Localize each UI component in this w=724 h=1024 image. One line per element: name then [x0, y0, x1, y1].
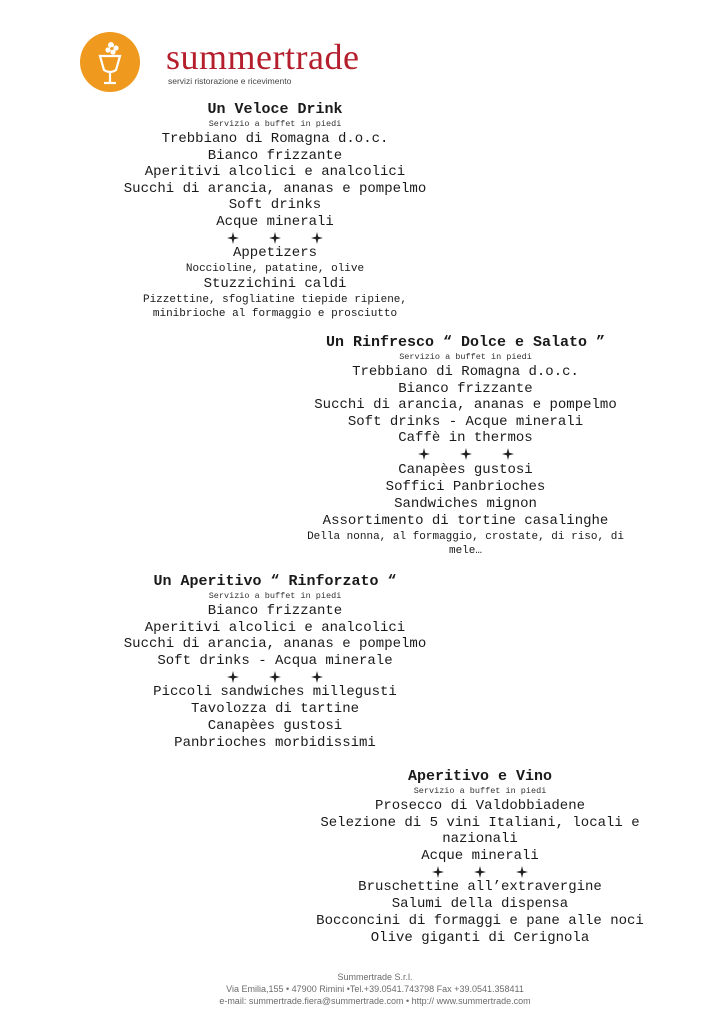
page-footer — [0, 971, 724, 1007]
drink-item: Bianco frizzante — [207, 147, 343, 164]
food-item: Appetizers — [232, 245, 317, 261]
food-item: Olive giganti di Cerignola — [370, 930, 590, 946]
food-description: Della nonna, al formaggio, crostate, di riso, di mele… — [307, 530, 624, 557]
drink-item: Trebbiano di Romagna d.o.c. — [161, 131, 389, 147]
food-item: Bruschettine all’extravergine — [358, 879, 602, 895]
menu-section-rinfresco — [288, 334, 643, 558]
menu-section-veloce-drink — [110, 101, 440, 321]
four-point-star-icon — [227, 671, 239, 683]
four-point-star-icon — [460, 448, 472, 460]
drink-item: Acque minerali — [421, 847, 539, 864]
drink-item: Aperitivi alcolici e analcolici — [144, 619, 406, 636]
four-point-star-icon — [516, 866, 528, 878]
drink-item: Succhi di arancia, ananas e pompelmo — [123, 180, 427, 197]
four-point-star-icon — [418, 448, 430, 460]
food-item: Tavolozza di tartine — [190, 701, 360, 717]
drink-item: Succhi di arancia, ananas e pompelmo — [123, 636, 427, 652]
drink-item: Soft drinks — [228, 197, 322, 213]
section-subtitle: Servizio a buffet in piedi — [208, 119, 342, 129]
brand-tagline: servizi ristorazione e ricevimento — [168, 76, 292, 86]
food-item: Canapèes gustosi — [398, 461, 533, 478]
drink-item: Soft drinks - Acqua minerale — [157, 652, 393, 669]
drink-item: Caffè in thermos — [398, 430, 533, 446]
drink-item: Bianco frizzante — [398, 380, 533, 397]
drink-item: Succhi di arancia, ananas e pompelmo — [314, 397, 617, 413]
food-item: Salumi della dispensa — [391, 896, 569, 912]
four-point-star-icon — [432, 866, 444, 878]
food-item: Panbrioches morbidissimi — [174, 735, 376, 751]
food-item: Canapèes gustosi — [207, 718, 343, 734]
food-item: Stuzzichini caldi — [203, 276, 347, 292]
wine-glass-flower-icon — [80, 32, 140, 92]
section-title: Aperitivo e Vino — [407, 768, 553, 785]
food-item: Bocconcini di formaggi e pane alle noci — [316, 913, 644, 929]
four-point-star-icon — [311, 232, 323, 244]
drink-item: Aperitivi alcolici e analcolici — [144, 164, 406, 180]
section-subtitle: Servizio a buffet in piedi — [208, 591, 342, 601]
section-subtitle: Servizio a buffet in piedi — [399, 352, 532, 362]
drink-item: Bianco frizzante — [207, 603, 343, 619]
four-point-star-icon — [502, 448, 514, 460]
four-point-star-icon — [269, 671, 281, 683]
food-item: Assortimento di tortine casalinghe — [322, 512, 609, 529]
menu-section-aperitivo-vino — [300, 768, 660, 947]
section-title: Un Aperitivo “ Rinforzato “ — [153, 573, 397, 590]
drink-item: Selezione di 5 vini Italiani, locali e nazionali — [320, 814, 640, 847]
food-description: Noccioline, patatine, olive — [185, 263, 365, 275]
drink-item: Trebbiano di Romagna d.o.c. — [352, 364, 579, 380]
drink-item: Prosecco di Valdobbiadene — [374, 798, 586, 814]
brand-name: summertrade — [166, 37, 360, 77]
four-point-star-icon — [474, 866, 486, 878]
food-item: Piccoli sandwiches millegusti — [153, 684, 397, 700]
drink-item: Soft drinks - Acque minerali — [347, 413, 584, 430]
food-item: Soffici Panbrioches — [385, 478, 546, 495]
menu-section-aperitivo-rinforzato — [105, 573, 445, 752]
star-separator — [105, 669, 445, 684]
four-point-star-icon — [311, 671, 323, 683]
star-separator — [288, 447, 643, 462]
food-item: Sandwiches mignon — [394, 495, 537, 512]
four-point-star-icon — [227, 232, 239, 244]
section-title: Un Veloce Drink — [207, 101, 343, 118]
footer-company: Summertrade S.r.l. — [337, 972, 413, 982]
star-separator — [300, 864, 660, 879]
section-title: Un Rinfresco “ Dolce e Salato ” — [325, 334, 606, 351]
footer-address: Via Emilia,155 • 47900 Rimini •Tel.+39.0541.743798 Fax +39.0541.358411 — [226, 984, 524, 994]
four-point-star-icon — [269, 232, 281, 244]
brand-logo — [80, 32, 380, 94]
footer-contacts: e-mail: summertrade.fiera@summertrade.com • http:// www.summertrade.com — [219, 996, 531, 1006]
food-description: Pizzettine, sfogliatine tiepide ripiene, minibrioche al formaggio e prosciutto — [142, 294, 408, 320]
drink-item: Acque minerali — [216, 213, 334, 230]
star-separator — [110, 230, 440, 245]
section-subtitle: Servizio a buffet in piedi — [413, 786, 547, 796]
